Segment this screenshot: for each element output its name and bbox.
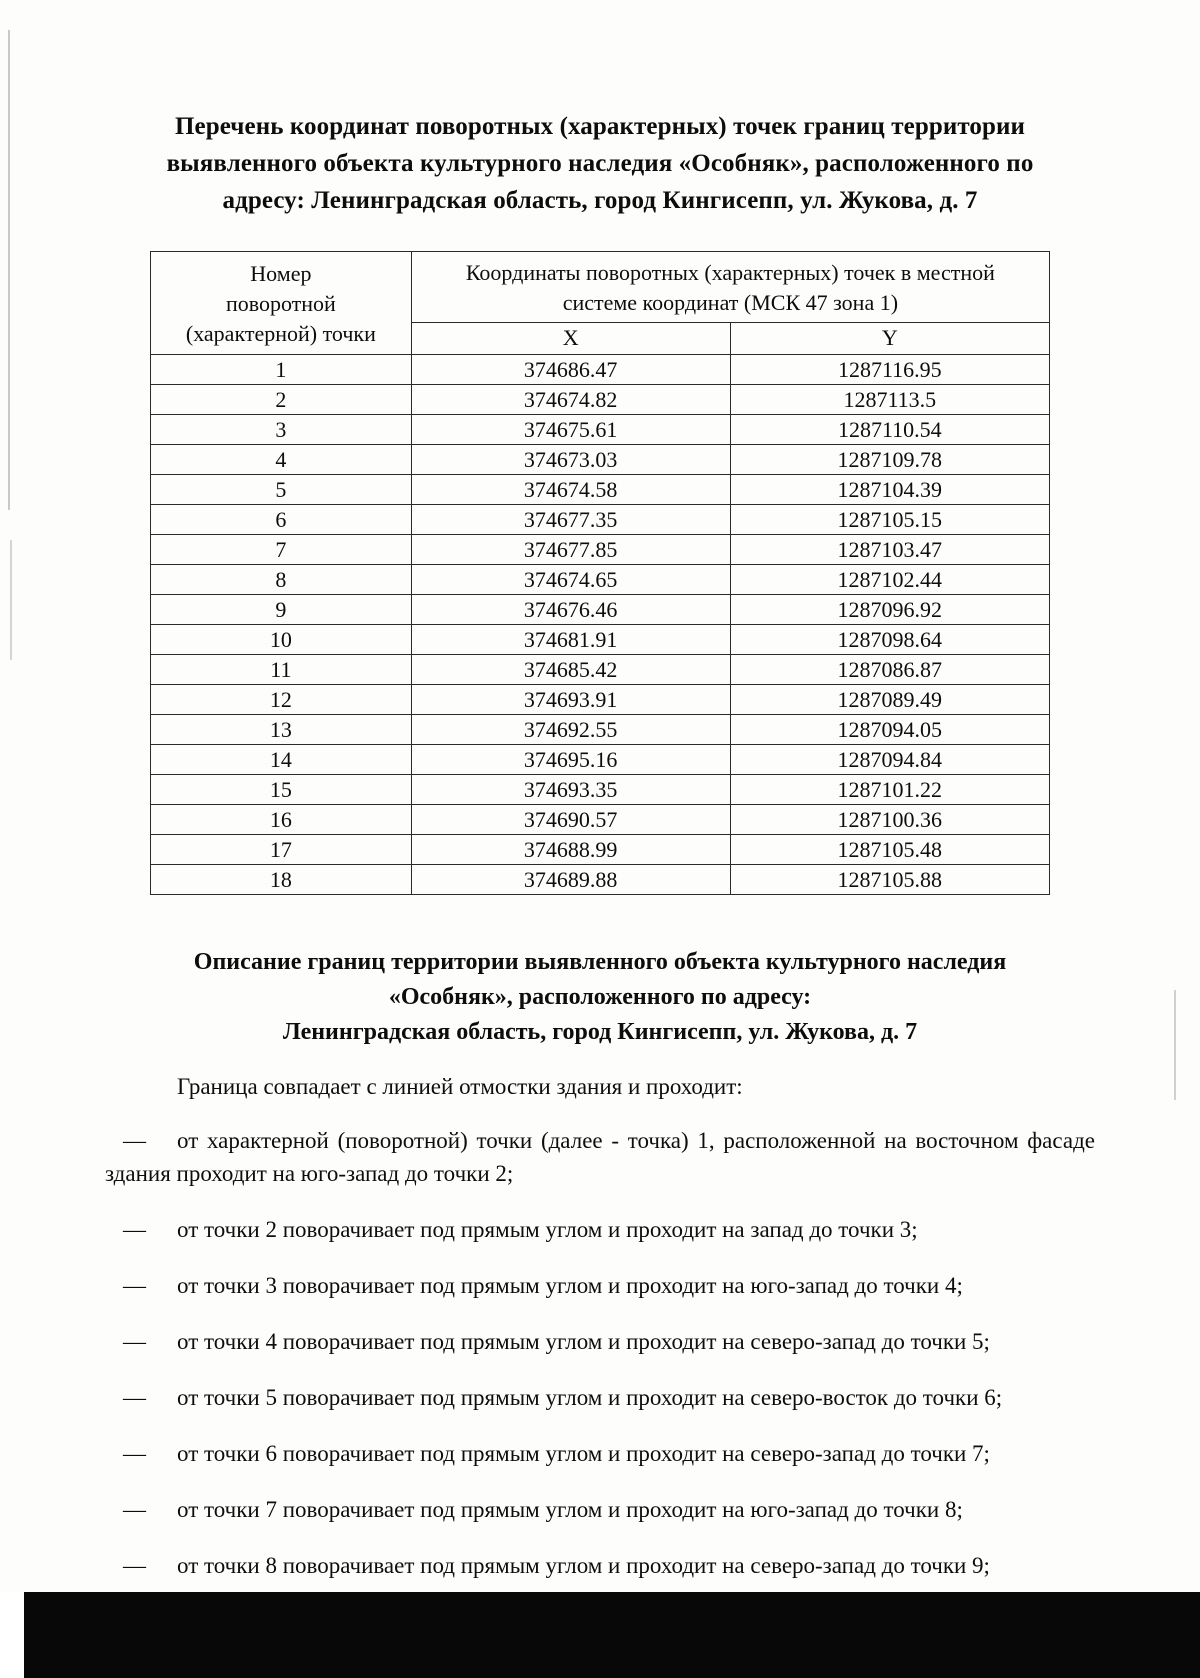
cell-y: 1287089.49 <box>730 685 1049 715</box>
cell-point-number: 3 <box>151 415 412 445</box>
table-row <box>151 415 1050 445</box>
boundary-clause <box>105 1549 1095 1582</box>
table-row <box>151 685 1050 715</box>
cell-point-number: 17 <box>151 835 412 865</box>
clause-dash-marker: — <box>123 1497 146 1522</box>
table-head <box>151 252 1050 355</box>
cell-point-number: 9 <box>151 595 412 625</box>
cell-y: 1287104.39 <box>730 475 1049 505</box>
table-body <box>151 355 1050 895</box>
cell-point-number: 11 <box>151 655 412 685</box>
coordinates-table-container <box>150 251 1050 895</box>
section-title-line-1: Описание границ территории выявленного объекта культурного наследия <box>193 949 1007 975</box>
table-row <box>151 745 1050 775</box>
table-row <box>151 835 1050 865</box>
cell-x: 374674.82 <box>411 385 730 415</box>
cell-point-number: 12 <box>151 685 412 715</box>
page-title <box>150 108 1050 219</box>
boundary-clause <box>105 1124 1095 1190</box>
table-row <box>151 385 1050 415</box>
boundary-clause <box>105 1437 1095 1470</box>
table-row <box>151 355 1050 385</box>
clause-dash-marker: — <box>123 1553 146 1578</box>
cell-x: 374692.55 <box>411 715 730 745</box>
cell-y: 1287101.22 <box>730 775 1049 805</box>
clause-dash-marker: — <box>123 1273 146 1298</box>
page-title-line-1: Перечень координат поворотных (характерных) точек границ территории <box>174 113 1026 140</box>
cell-x: 374681.91 <box>411 625 730 655</box>
column-header-point-number-line-3: (характерной) точки <box>185 321 376 346</box>
cell-y: 1287094.05 <box>730 715 1049 745</box>
boundary-clause <box>105 1269 1095 1302</box>
cell-point-number: 18 <box>151 865 412 895</box>
clause-text: от характерной (поворотной) точки (далее - точка) 1, расположенной на восточном фасаде здания проходит на юго-запад до точки 2; <box>105 1128 1095 1186</box>
cell-point-number: 13 <box>151 715 412 745</box>
cell-y: 1287103.47 <box>730 535 1049 565</box>
scan-black-band <box>22 1592 1200 1678</box>
scan-white-corner <box>0 1592 24 1678</box>
page-title-line-2: выявленного объекта культурного наследия «Особняк», расположенного по <box>166 150 1034 177</box>
clause-text: от точки 4 поворачивает под прямым углом и проходит на северо-запад до точки 5; <box>177 1329 990 1354</box>
cell-x: 374677.35 <box>411 505 730 535</box>
cell-x: 374676.46 <box>411 595 730 625</box>
cell-y: 1287109.78 <box>730 445 1049 475</box>
table-row <box>151 655 1050 685</box>
cell-x: 374693.91 <box>411 685 730 715</box>
column-header-point-number-line-1: Номер <box>250 261 312 286</box>
boundary-clause <box>105 1381 1095 1414</box>
cell-x: 374686.47 <box>411 355 730 385</box>
column-header-point-number <box>151 252 412 355</box>
cell-y: 1287100.36 <box>730 805 1049 835</box>
table-row <box>151 475 1050 505</box>
cell-point-number: 15 <box>151 775 412 805</box>
clause-text: от точки 2 поворачивает под прямым углом и проходит на запад до точки 3; <box>177 1217 918 1242</box>
cell-y: 1287105.15 <box>730 505 1049 535</box>
cell-y: 1287096.92 <box>730 595 1049 625</box>
cell-point-number: 16 <box>151 805 412 835</box>
cell-x: 374690.57 <box>411 805 730 835</box>
clause-text: от точки 8 поворачивает под прямым углом и проходит на северо-запад до точки 9; <box>177 1553 990 1578</box>
coordinates-table <box>150 251 1050 895</box>
cell-y: 1287086.87 <box>730 655 1049 685</box>
section-title-line-3: Ленинградская область, город Кингисепп, ул. Жукова, д. 7 <box>282 1019 918 1045</box>
boundary-clause <box>105 1213 1095 1246</box>
table-row <box>151 445 1050 475</box>
boundary-clause-list <box>105 1124 1095 1582</box>
table-row <box>151 805 1050 835</box>
column-header-coordinates-line-1: Координаты поворотных (характерных) точек в местной <box>465 260 995 285</box>
section-title-boundary-description <box>160 945 1040 1050</box>
cell-point-number: 10 <box>151 625 412 655</box>
intro-paragraph: Граница совпадает с линией отмостки здания и проходит: <box>177 1074 743 1099</box>
cell-y: 1287105.48 <box>730 835 1049 865</box>
cell-x: 374677.85 <box>411 535 730 565</box>
boundary-clause <box>105 1493 1095 1526</box>
table-row <box>151 715 1050 745</box>
table-row <box>151 595 1050 625</box>
table-row <box>151 565 1050 595</box>
clause-text: от точки 3 поворачивает под прямым углом и проходит на юго-запад до точки 4; <box>177 1273 963 1298</box>
clause-dash-marker: — <box>123 1441 146 1466</box>
cell-y: 1287105.88 <box>730 865 1049 895</box>
cell-point-number: 1 <box>151 355 412 385</box>
column-header-y: Y <box>730 323 1049 355</box>
cell-point-number: 8 <box>151 565 412 595</box>
section-title-line-2: «Особняк», расположенного по адресу: <box>388 984 812 1010</box>
cell-x: 374674.58 <box>411 475 730 505</box>
cell-x: 374685.42 <box>411 655 730 685</box>
cell-y: 1287094.84 <box>730 745 1049 775</box>
page-title-line-3: адресу: Ленинградская область, город Кингисепп, ул. Жукова, д. 7 <box>222 187 978 214</box>
table-row <box>151 625 1050 655</box>
cell-y: 1287098.64 <box>730 625 1049 655</box>
clause-dash-marker: — <box>123 1217 146 1242</box>
cell-point-number: 2 <box>151 385 412 415</box>
clause-text: от точки 7 поворачивает под прямым углом и проходит на юго-запад до точки 8; <box>177 1497 963 1522</box>
cell-x: 374695.16 <box>411 745 730 775</box>
cell-x: 374675.61 <box>411 415 730 445</box>
cell-y: 1287113.5 <box>730 385 1049 415</box>
column-header-coordinates-line-2: системе координат (МСК 47 зона 1) <box>562 290 899 315</box>
cell-x: 374673.03 <box>411 445 730 475</box>
table-row <box>151 865 1050 895</box>
table-row <box>151 505 1050 535</box>
cell-point-number: 7 <box>151 535 412 565</box>
table-header-row-1 <box>151 252 1050 323</box>
cell-y: 1287102.44 <box>730 565 1049 595</box>
table-row <box>151 535 1050 565</box>
cell-point-number: 4 <box>151 445 412 475</box>
cell-x: 374693.35 <box>411 775 730 805</box>
cell-point-number: 14 <box>151 745 412 775</box>
clause-dash-marker: — <box>123 1128 146 1153</box>
cell-point-number: 6 <box>151 505 412 535</box>
cell-point-number: 5 <box>151 475 412 505</box>
cell-x: 374674.65 <box>411 565 730 595</box>
boundary-clause <box>105 1325 1095 1358</box>
clause-text: от точки 5 поворачивает под прямым углом и проходит на северо-восток до точки 6; <box>177 1385 1003 1410</box>
column-header-coordinates <box>411 252 1049 323</box>
column-header-x: X <box>411 323 730 355</box>
cell-x: 374689.88 <box>411 865 730 895</box>
cell-x: 374688.99 <box>411 835 730 865</box>
table-row <box>151 775 1050 805</box>
column-header-point-number-line-2: поворотной <box>225 291 336 316</box>
clause-dash-marker: — <box>123 1329 146 1354</box>
clause-text: от точки 6 поворачивает под прямым углом и проходит на северо-запад до точки 7; <box>177 1441 990 1466</box>
cell-y: 1287110.54 <box>730 415 1049 445</box>
clause-dash-marker: — <box>123 1385 146 1410</box>
cell-y: 1287116.95 <box>730 355 1049 385</box>
